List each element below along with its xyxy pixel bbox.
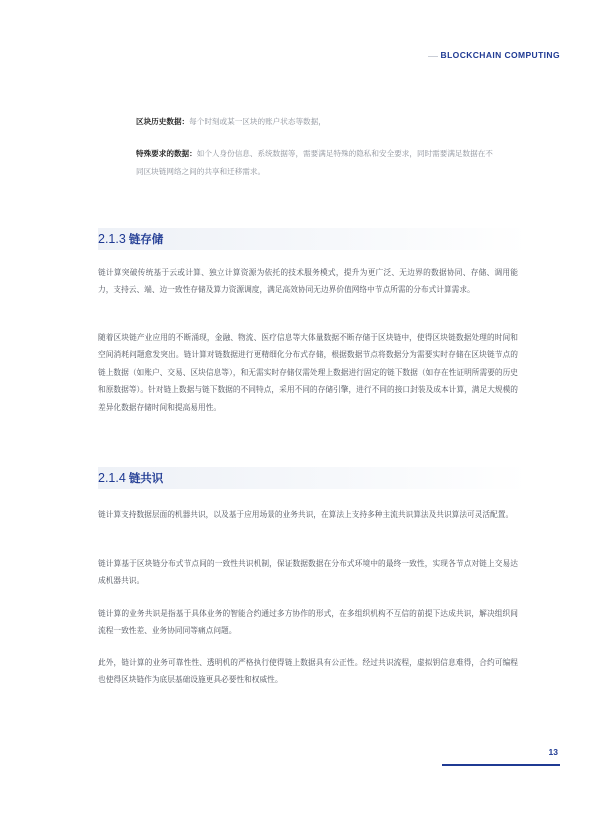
body-paragraph: 随着区块链产业应用的不断涌现，金融、物流、医疗信息等大体量数据不断存储于区块链中，使得区块链数据处理的时间和空间消耗问题愈发突出。链计算对链数据进行更精细化分布式存储，根据数据节点将数据分为需要实时存储在区块链节点的链上数据（如账户、交易、区块信息等），和无需实时存储仅需处理上数据进行固定的链下数据（如存在性证明所需要的历史和原数据等）。针对链上数据与链下数据的不同特点，采用不同的存储引擎，进行不同的接口封装及成本计算，满足大规模的差异化数据存储时间和提高易用性。: [98, 332, 518, 412]
body-paragraph: 此外，链计算的业务可靠性性、透明机的严格执行使得链上数据具有公正性。经过共识流程，虚拟钥信息难得，合约可编程也使得区块链作为底层基础设施更具必要性和权威性。: [98, 657, 518, 685]
body-paragraph: 链计算的业务共识是指基于具体业务的智能合约通过多方协作的形式，在多组织机构不互信的前提下达成共识，解决组织间流程一致性差、业务协同同等痛点问题。: [98, 608, 518, 636]
section-heading-chain-consensus: [98, 467, 528, 489]
section-number: 2.1.3: [98, 232, 126, 246]
section-title: 链共识: [128, 471, 164, 485]
header-rule: [428, 56, 438, 57]
special-data-text: 如个人身份信息、系统数据等，需要满足特殊的隐私和安全要求，同时需要满足数据在不同区块链网络之间的共享和迁移需求。: [136, 149, 493, 176]
body-paragraph: 链计算基于区块链分布式节点间的一致性共识机制，保证数据数据在分布式环境中的最终一致性，实现各节点对链上交易达成机器共识。: [98, 558, 518, 586]
running-header-title: BLOCKCHAIN COMPUTING: [440, 50, 560, 60]
history-data-text: 每个时刻或某一区块的账户状态等数据，: [189, 117, 326, 126]
special-data-label: 特殊要求的数据：: [136, 149, 197, 158]
section-heading-chain-storage: [98, 228, 528, 250]
special-data-item: [136, 145, 496, 181]
history-data-label: 区块历史数据：: [136, 117, 190, 126]
footer-rule: [442, 764, 560, 766]
history-data-item: [136, 113, 516, 131]
section-number: 2.1.4: [98, 471, 126, 485]
page-number: 13: [548, 747, 558, 757]
body-paragraph: 链计算支持数据层面的机器共识，以及基于应用场景的业务共识，在算法上支持多种主流共识算法及共识算法可灵活配置。: [98, 509, 514, 519]
section-title: 链存储: [128, 232, 164, 246]
body-paragraph: 链计算突破传统基于云或计算、独立计算资源为依托的技术服务模式，提升为更广泛、无边界的数据协同、存储、调用能力，支持云、端、边一致性存储及算力资源调度，满足高效协同无边界价值网络中节点所需的分布式计算需求。: [98, 267, 518, 295]
